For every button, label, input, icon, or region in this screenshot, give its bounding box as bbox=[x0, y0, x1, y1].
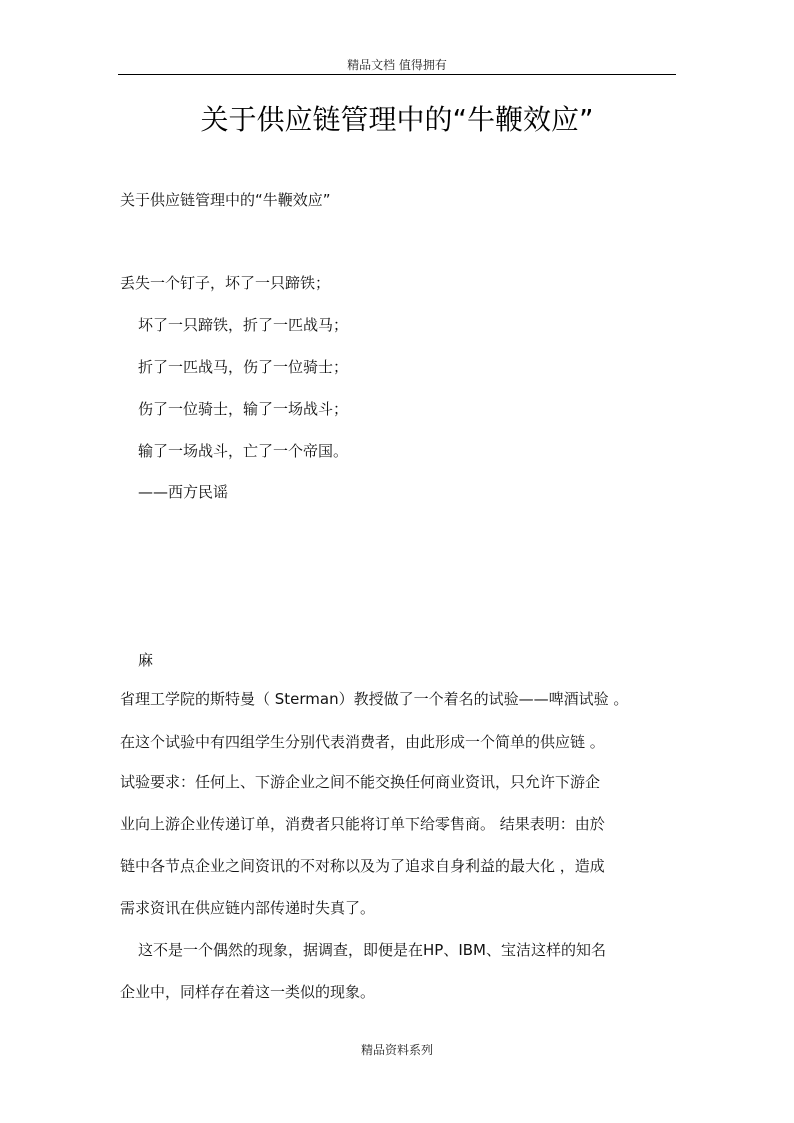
body-line: 试验要求：任何上、下游企业之间不能交换任何商业资讯，只允许下游企 bbox=[120, 773, 601, 791]
header-divider bbox=[118, 74, 676, 75]
poem-line: 输了一场战斗，亡了一个帝国。 bbox=[138, 442, 349, 460]
body-line: 需求资讯在供应链内部传递时失真了。 bbox=[120, 899, 376, 917]
body-line: 这不是一个偶然的现象，据调查，即便是在HP、IBM、宝洁这样的知名 bbox=[138, 941, 606, 959]
poem-attribution: ——西方民谣 bbox=[138, 483, 229, 501]
page-header: 精品文档 值得拥有 bbox=[347, 58, 447, 72]
poem-line: 丢失一个钉子，坏了一只蹄铁； bbox=[120, 274, 331, 292]
body-line: 麻 bbox=[138, 651, 154, 669]
body-line: 在这个试验中有四组学生分别代表消费者，由此形成一个简单的供应链 。 bbox=[120, 733, 605, 751]
page-footer: 精品资料系列 bbox=[360, 1043, 433, 1057]
poem-line: 折了一匹战马，伤了一位骑士； bbox=[138, 358, 349, 376]
body-line: 省理工学院的斯特曼（ Sterman）教授做了一个着名的试验——啤酒试验 。 bbox=[120, 690, 629, 708]
poem-line: 坏了一只蹄铁，折了一匹战马； bbox=[138, 316, 349, 334]
subtitle: 关于供应链管理中的“牛鞭效应” bbox=[120, 191, 331, 209]
poem-line: 伤了一位骑士，输了一场战斗； bbox=[138, 400, 349, 418]
body-line: 企业中，同样存在着这一类似的现象。 bbox=[120, 983, 376, 1001]
body-line: 业向上游企业传递订单，消费者只能将订单下给零售商。 结果表明：由於 bbox=[120, 815, 605, 833]
document-title: 关于供应链管理中的“牛鞭效应” bbox=[200, 103, 594, 136]
body-line: 链中各节点企业之间资讯的不对称以及为了追求自身利益的最大化 ，造成 bbox=[120, 857, 605, 875]
